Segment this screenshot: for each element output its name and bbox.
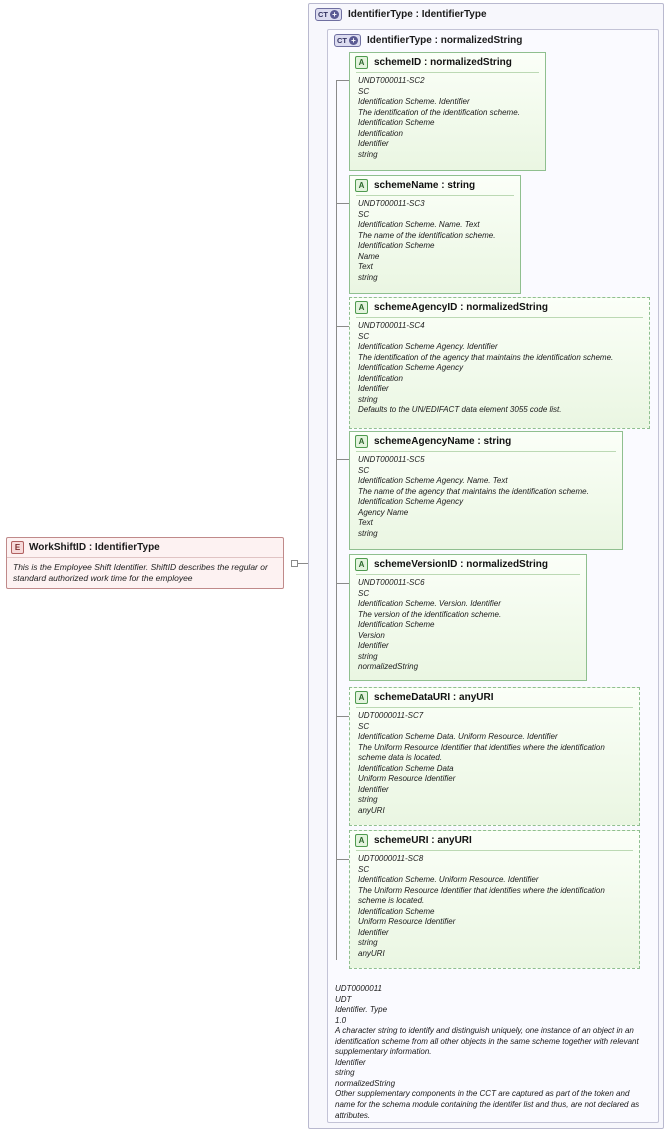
attribute-header — [350, 688, 639, 707]
detail-line: Name — [358, 251, 380, 261]
attribute-title: schemeURI : anyURI — [374, 835, 472, 846]
detail-line: Identification — [358, 128, 403, 138]
detail-line: The name of the agency that maintains the identification scheme. — [358, 486, 589, 496]
attribute-details — [350, 711, 639, 821]
attribute-title: schemeVersionID : normalizedString — [374, 559, 548, 570]
detail-line: The identification of the identification scheme. — [358, 107, 520, 117]
detail-line: SC — [358, 588, 370, 598]
detail-line: SC — [358, 465, 370, 475]
attribute-badge-icon: A — [355, 834, 368, 847]
detail-line: string — [358, 795, 378, 805]
divider — [356, 574, 580, 575]
element-documentation: This is the Employee Shift Identifier. ShiftID describes the regular or standard authorized work time for the employee — [13, 562, 268, 583]
complextype-outer-title: IdentifierType : IdentifierType — [348, 9, 487, 20]
detail-line: Identification Scheme — [358, 118, 435, 128]
detail-line: anyURI — [358, 805, 385, 815]
detail-line: Identifier — [358, 641, 389, 651]
divider — [356, 317, 643, 318]
footer-line: Identifier. Type — [335, 1005, 388, 1015]
attribute-title: schemeName : string — [374, 180, 476, 191]
divider — [356, 72, 539, 73]
attribute-details — [350, 199, 520, 288]
complextype-inner-title: IdentifierType : normalizedString — [367, 35, 523, 46]
detail-line: The identification of the agency that maintains the identification scheme. — [358, 352, 614, 362]
element-workshiftid[interactable] — [6, 537, 284, 589]
detail-line: UDT0000011-SC7 — [358, 711, 424, 720]
complextype-outer-header — [309, 4, 663, 25]
attribute-badge-icon: A — [355, 691, 368, 704]
detail-line: UNDT000011-SC6 — [358, 578, 425, 587]
expand-plus-icon-inner[interactable]: + — [349, 36, 358, 45]
detail-line: Identification Scheme — [358, 620, 435, 630]
detail-line: Identification — [358, 373, 403, 383]
detail-line: Text — [358, 518, 373, 528]
attribute-details — [350, 854, 639, 964]
attribute-schemedatauri[interactable] — [349, 687, 640, 826]
attribute-schemeid[interactable] — [349, 52, 546, 171]
complextype-badge-label: CT — [318, 10, 328, 19]
expand-plus-icon[interactable]: + — [330, 10, 339, 19]
complextype-inner-header — [328, 30, 658, 51]
attribute-schemename[interactable] — [349, 175, 521, 294]
complextype-badge-icon — [315, 8, 342, 21]
detail-line: Identification Scheme. Identifier — [358, 97, 470, 107]
attribute-header — [350, 53, 545, 72]
attribute-title: schemeAgencyID : normalizedString — [374, 302, 548, 313]
detail-line: UNDT000011-SC3 — [358, 199, 425, 208]
attribute-title: schemeID : normalizedString — [374, 57, 512, 68]
attribute-header — [350, 831, 639, 850]
detail-line: string — [358, 272, 378, 282]
detail-line: string — [358, 394, 378, 404]
element-title: WorkShiftID : IdentifierType — [29, 542, 160, 553]
footer-line: string — [335, 1068, 355, 1078]
detail-line: string — [358, 528, 378, 538]
complextype-inner-badge-icon — [334, 34, 361, 47]
detail-line: Agency Name — [358, 507, 409, 517]
footer-line: Identifier — [335, 1057, 366, 1067]
footer-line: 1.0 — [335, 1015, 347, 1025]
attribute-schemeuri[interactable] — [349, 830, 640, 969]
attribute-details — [350, 321, 649, 421]
divider — [356, 195, 514, 196]
detail-line: SC — [358, 86, 370, 96]
detail-line: UNDT000011-SC2 — [358, 76, 425, 85]
detail-line: Identification Scheme Agency — [358, 363, 464, 373]
detail-line: The version of the identification scheme. — [358, 609, 502, 619]
detail-line: Identifier — [358, 384, 389, 394]
detail-line: Identification Scheme Data — [358, 763, 454, 773]
attribute-header — [350, 298, 649, 317]
detail-line: anyURI — [358, 948, 385, 958]
attribute-spine — [336, 80, 337, 960]
attribute-title: schemeDataURI : anyURI — [374, 692, 494, 703]
detail-line: string — [358, 938, 378, 948]
attribute-header — [350, 555, 586, 574]
detail-line: string — [358, 651, 378, 661]
detail-line: Identification Scheme. Version. Identifier — [358, 599, 501, 609]
attribute-badge-icon: A — [355, 558, 368, 571]
detail-line: normalizedString — [358, 662, 419, 672]
detail-line: Identification Scheme. Uniform Resource. Identifier — [358, 875, 539, 885]
divider — [356, 707, 633, 708]
attribute-schemeagencyid[interactable] — [349, 297, 650, 429]
detail-line: Identification Scheme Data. Uniform Resource. Identifier — [358, 732, 558, 742]
detail-line: Uniform Resource Identifier — [358, 774, 456, 784]
footer-line: normalizedString — [335, 1078, 396, 1088]
detail-line: Text — [358, 262, 373, 272]
detail-line: Identification Scheme — [358, 241, 435, 251]
detail-line: Uniform Resource Identifier — [358, 917, 456, 927]
detail-line: SC — [358, 209, 370, 219]
detail-line: Identifier — [358, 927, 389, 937]
detail-line: The name of the identification scheme. — [358, 230, 496, 240]
detail-line: The Uniform Resource Identifier that identifies where the identification scheme data is located. — [358, 742, 605, 763]
footer-line: UDT0000011 — [335, 984, 382, 993]
attribute-header — [350, 432, 622, 451]
detail-line: UDT0000011-SC8 — [358, 854, 424, 863]
footer-line: A character string to identify and distinguish uniquely, one instance of an object in an identification scheme from all other objects in the same scheme together with relevant supplementary information. — [335, 1026, 639, 1057]
detail-line: Identification Scheme Agency — [358, 497, 464, 507]
detail-line: Identification Scheme Agency. Identifier — [358, 342, 498, 352]
attribute-title: schemeAgencyName : string — [374, 436, 512, 447]
attribute-badge-icon: A — [355, 56, 368, 69]
attribute-schemeversionid[interactable] — [349, 554, 587, 681]
detail-line: Identification Scheme. Name. Text — [358, 220, 480, 230]
detail-line: Defaults to the UN/EDIFACT data element 3055 code list. — [358, 405, 562, 415]
detail-line: Version — [358, 630, 385, 640]
complextype-inner-badge-label: CT — [337, 36, 347, 45]
footer-line: Other supplementary components in the CCT are captured as part of the token and name for the schema module containing the identifer list and thus, are not declared as attributes. — [335, 1089, 640, 1120]
attribute-details — [350, 76, 545, 165]
footer-line: UDT — [335, 994, 352, 1004]
connector-stub[interactable] — [291, 560, 298, 567]
type-documentation — [327, 982, 659, 1125]
detail-line: SC — [358, 331, 370, 341]
detail-line: Identification Scheme Agency. Name. Text — [358, 476, 508, 486]
element-header — [7, 538, 283, 558]
detail-line: Identification Scheme — [358, 906, 435, 916]
detail-line: string — [358, 149, 378, 159]
detail-line: Identifier — [358, 784, 389, 794]
detail-line: Identifier — [358, 139, 389, 149]
detail-line: UNDT000011-SC5 — [358, 455, 425, 464]
attribute-header — [350, 176, 520, 195]
attribute-details — [350, 455, 622, 544]
divider — [356, 850, 633, 851]
attribute-badge-icon: A — [355, 301, 368, 314]
divider — [356, 451, 616, 452]
detail-line: SC — [358, 864, 370, 874]
attribute-badge-icon: A — [355, 179, 368, 192]
detail-line: SC — [358, 721, 370, 731]
element-badge-icon: E — [11, 541, 24, 554]
attribute-details — [350, 578, 586, 678]
detail-line: UNDT000011-SC4 — [358, 321, 425, 330]
detail-line: The Uniform Resource Identifier that identifies where the identification scheme is located. — [358, 885, 605, 906]
attribute-schemeagencyname[interactable] — [349, 431, 623, 550]
attribute-badge-icon: A — [355, 435, 368, 448]
